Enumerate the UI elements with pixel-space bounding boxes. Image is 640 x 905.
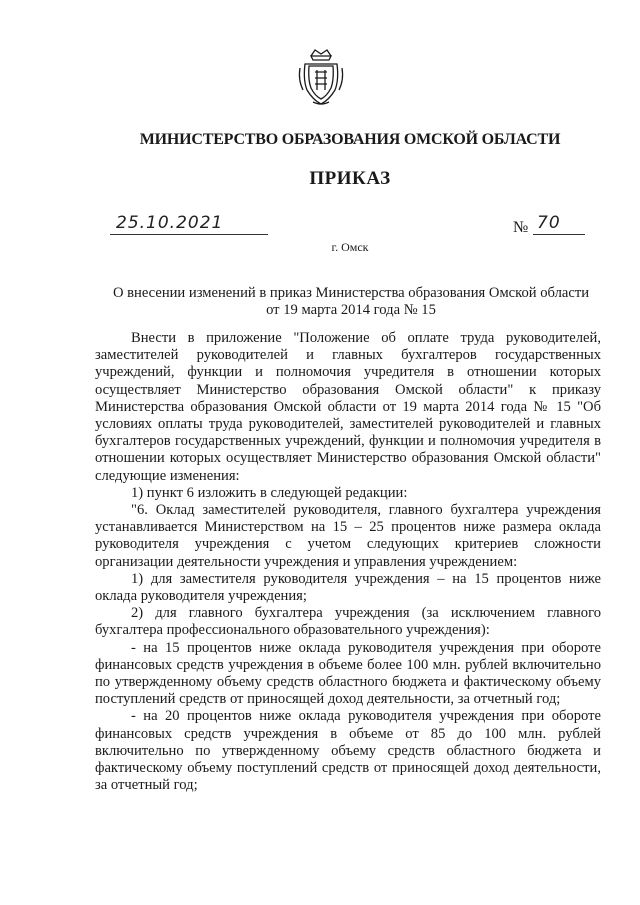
ministry-title: МИНИСТЕРСТВО ОБРАЗОВАНИЯ ОМСКОЙ ОБЛАСТИ bbox=[139, 131, 561, 148]
body-paragraph: 1) для заместителя руководителя учреждения – на 15 процентов ниже оклада руководителя учреждения; bbox=[95, 570, 601, 605]
handwritten-date: 25.10.2021 bbox=[116, 213, 224, 233]
body-paragraph: - на 15 процентов ниже оклада руководителя учреждения при обороте финансовых средств учреждения в объеме более 100 млн. рублей включительно по утвержденному объему средств областного бюджета и фактическому объему поступлений средств от приносящей доход деятельности, за отчетный год; bbox=[95, 639, 601, 708]
subject-line-1: О внесении изменений в приказ Министерства образования Омской области bbox=[112, 285, 590, 301]
body-paragraph: "6. Оклад заместителей руководителя, главного бухгалтера учреждения устанавливается Министерством на 15 – 25 процентов ниже размера оклада руководителя учреждения с учетом следующих критериев сложности организации деятельности учреждения и управления учреждением: bbox=[95, 502, 601, 570]
date-field bbox=[110, 212, 268, 235]
handwritten-number: 70 bbox=[537, 213, 561, 233]
body-paragraph: Внести в приложение "Положение об оплате труда руководителей, заместителей руководителей и главных бухгалтеров государственных учреждений, функции и полномочия учредителя в отношении которых осуществляет Министерство образования Омской области" к приказу Министерства образования Омской области от 19 марта 2014 года № 15 "Об условиях оплаты труда руководителей, заместителей руководителей и главных бухгалтеров государственных учреждений, функции и полномочия учредителя в отношении которых осуществляет Министерство образования Омской области" следующие изменения: bbox=[95, 330, 601, 484]
city: г. Омск bbox=[331, 240, 369, 254]
omsk-coat-of-arms-icon bbox=[297, 46, 345, 108]
body-paragraph: 1) пункт 6 изложить в следующей редакции: bbox=[131, 484, 408, 501]
number-label: № bbox=[513, 219, 529, 236]
order-body bbox=[95, 330, 601, 794]
number-field bbox=[533, 212, 585, 235]
document-type: ПРИКАЗ bbox=[309, 168, 391, 189]
subject-line-2: от 19 марта 2014 года № 15 bbox=[266, 302, 436, 318]
order-subject bbox=[95, 285, 607, 319]
body-paragraph: 2) для главного бухгалтера учреждения (за исключением главного бухгалтера профессионального образовательного учреждения): bbox=[95, 605, 601, 639]
body-paragraph: - на 20 процентов ниже оклада руководителя учреждения при обороте финансовых средств учреждения в объеме от 85 до 100 млн. рублей включительно по утвержденному объему средств областного бюджета и фактическому объему поступлений средств от приносящей доход деятельности, за отчетный год; bbox=[95, 708, 601, 794]
